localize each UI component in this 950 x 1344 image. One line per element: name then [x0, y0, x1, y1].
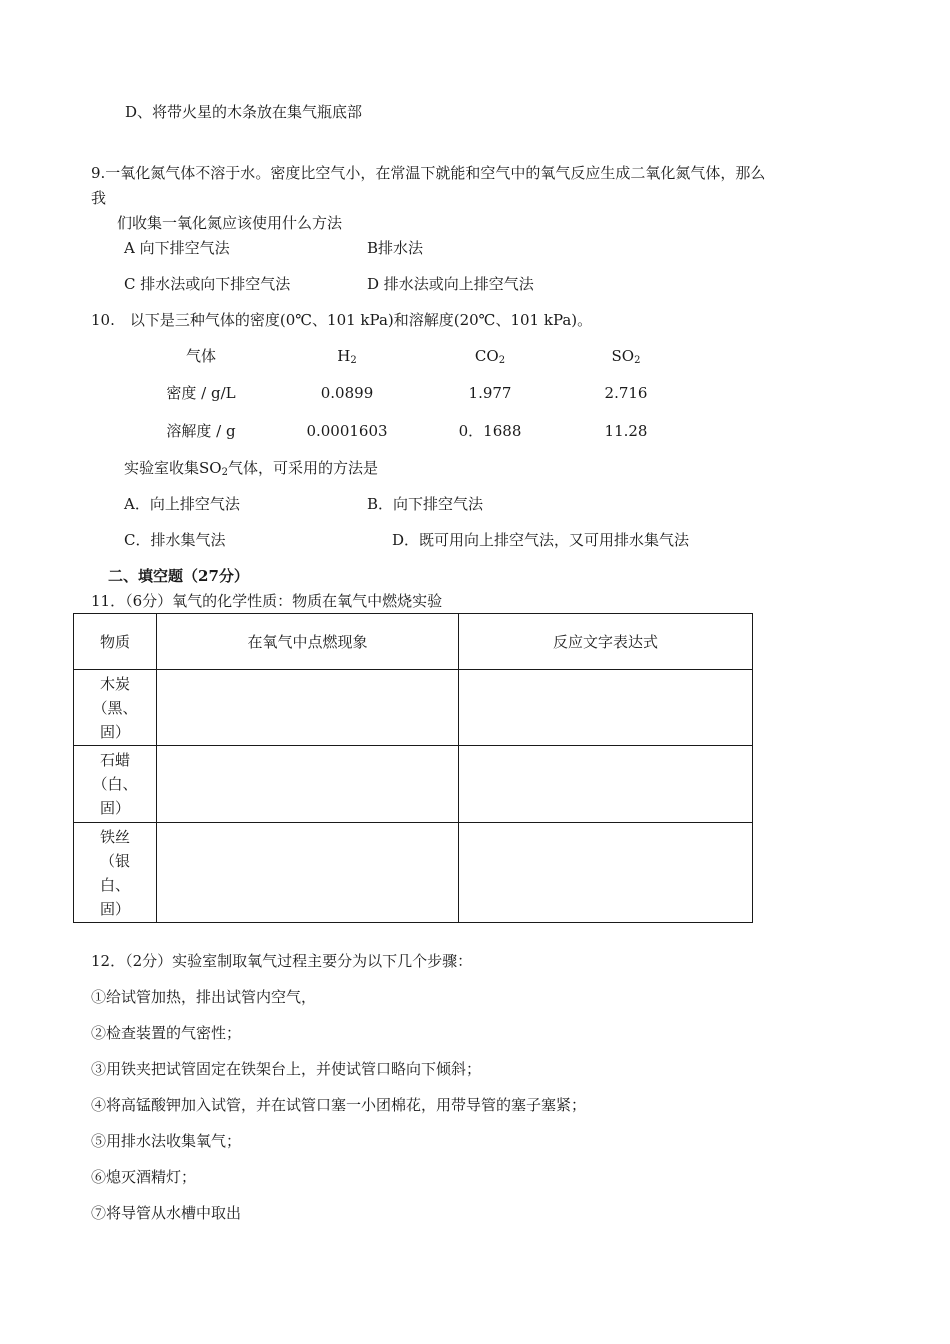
- table-row: [74, 670, 753, 746]
- q10-option-b: B．向下排空气法: [367, 495, 484, 513]
- q12-step: ④将高锰酸钾加入试管，并在试管口塞一小团棉花，用带导管的塞子塞紧；: [91, 1096, 587, 1114]
- table-row: [74, 823, 753, 923]
- q11-header-row: [74, 614, 753, 670]
- q12-step: ①给试管加热，排出试管内空气，: [91, 988, 317, 1006]
- expression-cell[interactable]: [459, 823, 753, 923]
- gas-row-label: 气体: [185, 347, 217, 365]
- substance-iron-wire: 铁丝 （银 白、 固）: [74, 823, 157, 923]
- header-expression: 反应文字表达式: [459, 614, 753, 670]
- q11-table: [73, 613, 753, 923]
- phenomenon-cell[interactable]: [157, 746, 459, 823]
- density-co2: 1.977: [468, 384, 512, 402]
- q12-step: ⑥熄灭酒精灯；: [91, 1168, 197, 1186]
- phenomenon-cell[interactable]: [157, 823, 459, 923]
- q12-step: ②检查装置的气密性；: [91, 1024, 242, 1042]
- phenomenon-cell[interactable]: [157, 670, 459, 746]
- header-substance: 物质: [74, 614, 157, 670]
- q9-option-d: D 排水法或向上排空气法: [367, 275, 534, 293]
- gas-so2: $SO_2$: [611, 347, 641, 366]
- density-h2: 0.0899: [320, 384, 374, 402]
- solubility-h2: 0.0001603: [306, 422, 388, 440]
- q9-stem-line2: 我: [91, 189, 107, 207]
- q12-step: ③用铁夹把试管固定在铁架台上，并使试管口略向下倾斜；: [91, 1060, 482, 1078]
- q12-stem: 12．（2分）实验室制取氧气过程主要分为以下几个步骤：: [91, 952, 473, 970]
- substance-paraffin: 石蜡 （白、 固）: [74, 746, 157, 823]
- q12-step: ⑤用排水法收集氧气；: [91, 1132, 242, 1150]
- q10-stem: 10. 以下是三种气体的密度(0℃、101 kPa)和溶解度(20℃、101 kPa)。: [91, 311, 593, 329]
- q11-stem: 11．（6分）氧气的化学性质：物质在氧气中燃烧实验: [91, 592, 443, 610]
- expression-cell[interactable]: [459, 746, 753, 823]
- q10-option-c: C．排水集气法: [124, 531, 226, 549]
- q10-option-a: A．向上排空气法: [124, 495, 240, 513]
- gas-h2: $H_2$: [337, 347, 357, 366]
- solubility-co2: 0．1688: [458, 422, 522, 440]
- section2-title: 二、填空题（27分）: [108, 567, 249, 585]
- q9-option-c: C 排水法或向下排空气法: [124, 275, 291, 293]
- q10-question: 实验室收集$SO_2$气体，可采用的方法是: [124, 459, 378, 478]
- q12-step: ⑦将导管从水槽中取出: [91, 1204, 242, 1222]
- density-so2: 2.716: [604, 384, 648, 402]
- header-phenomenon: 在氧气中点燃现象: [157, 614, 459, 670]
- expression-cell[interactable]: [459, 670, 753, 746]
- solubility-so2: 11.28: [604, 422, 648, 440]
- q9-stem-line3: 们收集一氧化氮应该使用什么方法: [117, 214, 343, 232]
- q10-option-d: D．既可用向上排空气法，又可用排水集气法: [392, 531, 690, 549]
- q9-option-b: B排水法: [367, 239, 424, 257]
- substance-charcoal: 木炭 （黑、 固）: [74, 670, 157, 746]
- solubility-row-label: 溶解度 / g: [166, 422, 236, 440]
- q8-option-d: D、将带火星的木条放在集气瓶底部: [125, 103, 363, 121]
- gas-co2: $CO_2$: [474, 347, 506, 366]
- q9-option-a: A 向下排空气法: [124, 239, 230, 257]
- table-row: [74, 746, 753, 823]
- density-row-label: 密度 / g/L: [166, 384, 236, 402]
- q9-stem-line1: 9.一氧化氮气体不溶于水。密度比空气小，在常温下就能和空气中的氧气反应生成二氧化氮气体，那么: [91, 164, 766, 182]
